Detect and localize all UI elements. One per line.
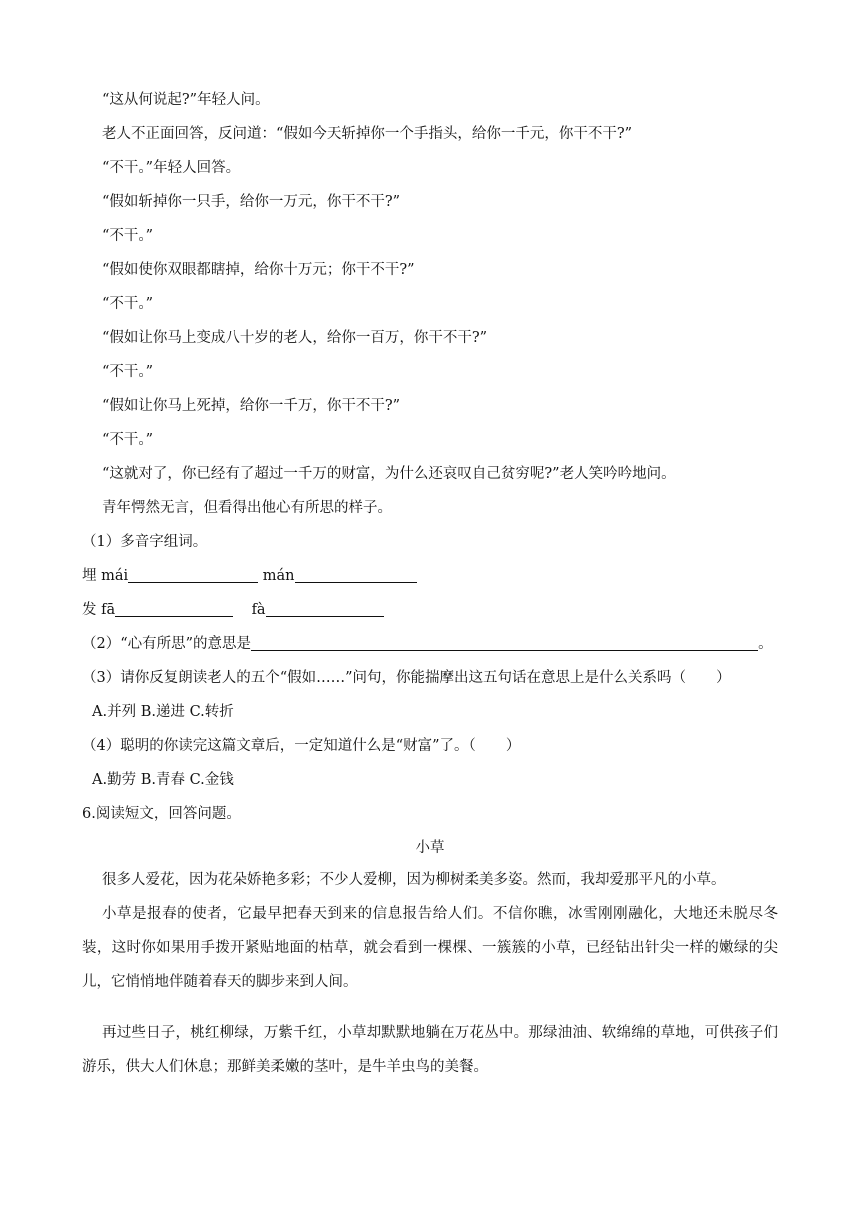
- question-3-close: ）: [716, 670, 731, 686]
- passage-paragraph: 再过些日子，桃红柳绿，万紫千红，小草却默默地躺在万花丛中。那绿油油、软绵绵的草地，可供孩子们游乐，供大人们休息；那鲜美柔嫩的茎叶，是牛羊虫鸟的美餐。: [82, 1025, 778, 1075]
- passage-title: 小草: [415, 840, 445, 856]
- answer-blank[interactable]: [295, 566, 417, 583]
- question-3-options: A.并列 B.递进 C.转折: [92, 704, 234, 720]
- story-line: “不干。”年轻人回答。: [102, 160, 241, 176]
- pinyin-label: fà: [251, 602, 266, 618]
- passage-paragraph: 很多人爱花，因为花朵娇艳多彩；不少人爱柳，因为柳树柔美多姿。然而，我却爱那平凡的小草。: [102, 872, 726, 888]
- question-4-options: A.勤劳 B.青春 C.金钱: [92, 772, 234, 788]
- story-line: “假如斩掉你一只手，给你一万元，你干不干?”: [102, 194, 401, 210]
- story-line: “这从何说起?”年轻人问。: [102, 92, 270, 108]
- story-line: “不干。”: [102, 432, 154, 448]
- story-line: “不干。”: [102, 296, 154, 312]
- answer-blank[interactable]: [251, 634, 758, 651]
- story-line: 老人不正面回答，反问道：“假如今天斩掉你一个手指头，给你一千元，你干不干?”: [102, 126, 633, 142]
- answer-blank[interactable]: [128, 566, 258, 583]
- question-4-text: （4）聪明的你读完这篇文章后，一定知道什么是“财富”了。（: [82, 738, 476, 754]
- section-6-heading: 6.阅读短文，回答问题。: [82, 806, 241, 822]
- question-4: [82, 736, 782, 756]
- pinyin-label: mái: [101, 568, 129, 584]
- question-2: [82, 634, 782, 654]
- story-line: “假如使你双眼都瞎掉，给你十万元；你干不干?”: [102, 262, 415, 278]
- answer-blank[interactable]: [115, 600, 233, 617]
- passage-paragraph: 小草是报春的使者，它最早把春天到来的信息报告给人们。不信你瞧，冰雪刚刚融化，大地还未脱尽冬装，这时你如果用手拨开紧贴地面的枯草，就会看到一棵棵、一簇簇的小草，已经钻出针尖一样的嫩绿的尖儿，它悄悄地伴随着春天的脚步来到人间。: [82, 906, 778, 990]
- story-line: 青年愕然无言，但看得出他心有所思的样子。: [102, 500, 392, 516]
- polyphone-char: 发: [82, 602, 97, 618]
- question-1-row-1: [82, 566, 782, 586]
- answer-blank[interactable]: [266, 600, 384, 617]
- question-1-row-2: [82, 600, 782, 620]
- question-2-end: 。: [758, 636, 773, 652]
- pinyin-label: fā: [101, 602, 116, 618]
- pinyin-label: mán: [262, 568, 295, 584]
- question-3-text: （3）请你反复朗读老人的五个“假如……”问句，你能揣摩出这五句话在意思上是什么关系吗（: [82, 670, 687, 686]
- question-2-text: （2）“心有所思”的意思是: [82, 636, 252, 652]
- story-line: “假如让你马上死掉，给你一千万，你干不干?”: [102, 398, 401, 414]
- story-line: “假如让你马上变成八十岁的老人，给你一百万，你干不干?”: [102, 330, 488, 346]
- polyphone-char: 埋: [82, 568, 97, 584]
- question-1-label: （1）多音字组词。: [82, 534, 208, 550]
- story-line: “不干。”: [102, 228, 154, 244]
- story-line: “不干。”: [102, 364, 154, 380]
- question-4-close: ）: [505, 738, 521, 754]
- question-3: [82, 668, 782, 688]
- story-line: “这就对了，你已经有了超过一千万的财富，为什么还哀叹自己贫穷呢?”老人笑吟吟地问。: [102, 466, 676, 482]
